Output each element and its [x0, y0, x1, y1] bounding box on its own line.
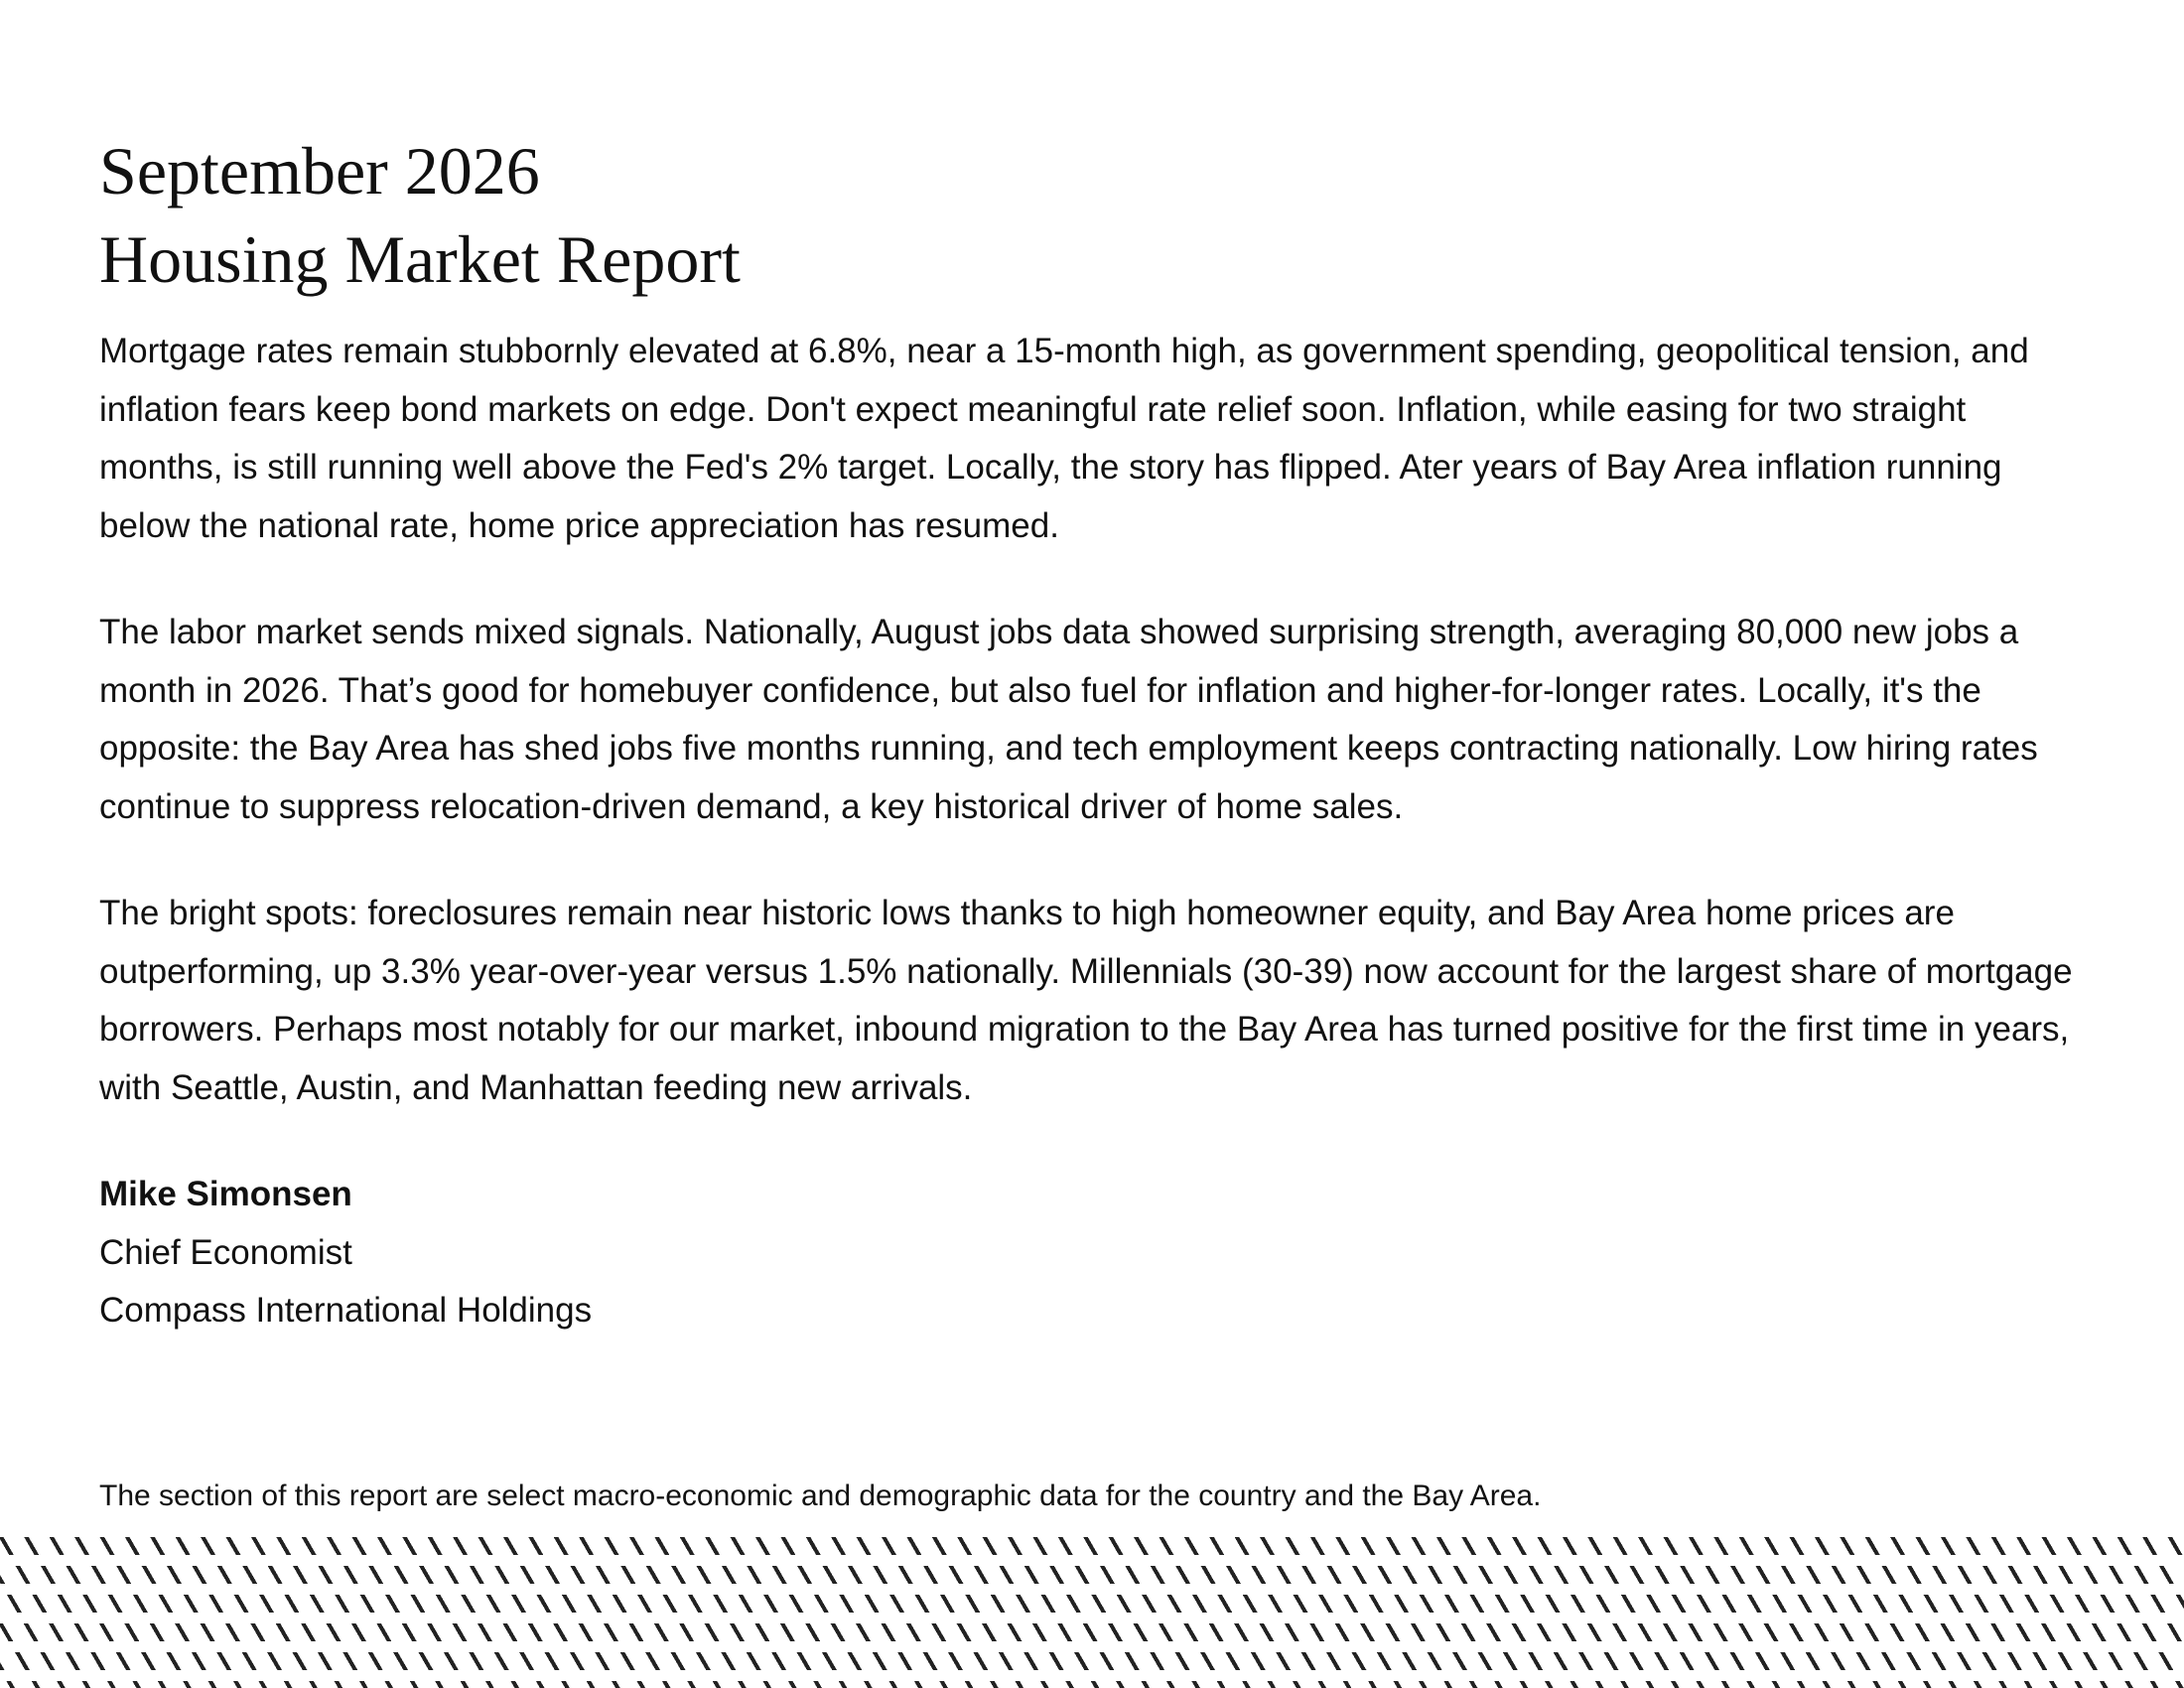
- author-role: Chief Economist: [99, 1232, 352, 1272]
- paragraph-labor: The labor market sends mixed signals. Nationally, August jobs data showed surprising strength, averaging 80,000 new jobs a month in 2026. That’s good for homebuyer confidence, but also fuel for inflation and higher-for-longer rates. Locally, it's the opposite: the Bay Area has shed jobs five months running, and tech employment keeps contracting nationally. Low hiring rates continue to suppress relocation-driven demand, a key historical driver of home sales.: [99, 613, 2038, 826]
- signature-block: [99, 1166, 2085, 1340]
- footnote: The section of this report are select macro-economic and demographic data for the country and the Bay Area.: [99, 1479, 1542, 1512]
- paragraph-bright-spots: The bright spots: foreclosures remain near historic lows thanks to high homeowner equity, and Bay Area home prices are outperforming, up 3.3% year-over-year versus 1.5% nationally. Millennials (30-39) now account for the largest share of mortgage borrowers. Perhaps most notably for our market, inbound migration to the Bay Area has turned positive for the first time in years, with Seattle, Austin, and Manhattan feeding new arrivals.: [99, 894, 2073, 1107]
- author-name: Mike Simonsen: [99, 1175, 352, 1213]
- title-report-name: Housing Market Report: [99, 221, 741, 297]
- page-title: [99, 127, 741, 304]
- report-body: [99, 323, 2085, 1340]
- author-company: Compass International Holdings: [99, 1291, 593, 1330]
- decorative-hatch-pattern: [0, 1537, 2184, 1688]
- title-date: September 2026: [99, 133, 540, 209]
- paragraph-rates: Mortgage rates remain stubbornly elevated at 6.8%, near a 15-month high, as government spending, geopolitical tension, and inflation fears keep bond markets on edge. Don't expect meaningful rate relief soon. Inflation, while easing for two straight months, is still running well above the Fed's 2% target. Locally, the story has flipped. Ater years of Bay Area inflation running below the national rate, home price appreciation has resumed.: [99, 332, 2029, 545]
